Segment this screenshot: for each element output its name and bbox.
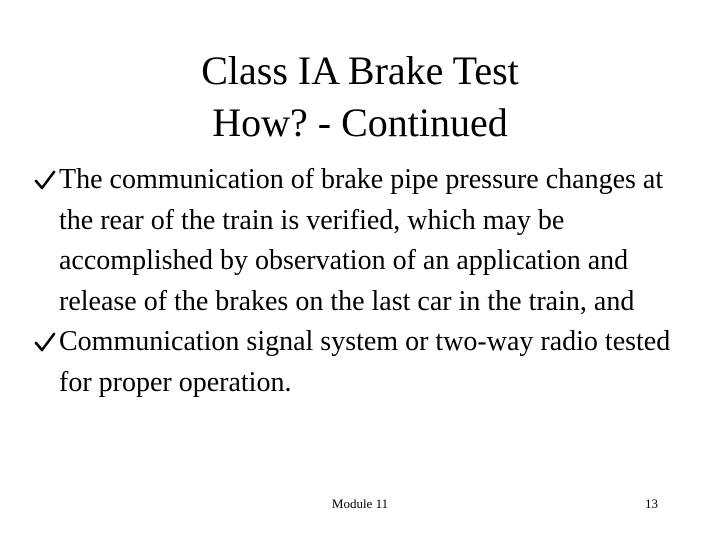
footer-page-number: 13 <box>645 496 658 511</box>
bullet-list <box>34 160 694 403</box>
bullet-item <box>34 322 694 403</box>
slide-title-line-2: How? - Continued <box>212 100 508 145</box>
slide-title-line-1: Class IA Brake Test <box>201 48 519 93</box>
bullet-item <box>34 160 694 322</box>
bullet-text: Communication signal system or two-way radio tested for proper operation. <box>59 326 671 398</box>
footer-module-label: Module 11 <box>331 496 389 511</box>
bullet-text: The communication of brake pipe pressure changes at the rear of the train is verified, which may be accomplished by observation of an application and release of the brakes on the last car in the train, and <box>59 164 664 317</box>
checkmark-icon <box>34 331 56 353</box>
checkmark-icon <box>34 169 56 191</box>
